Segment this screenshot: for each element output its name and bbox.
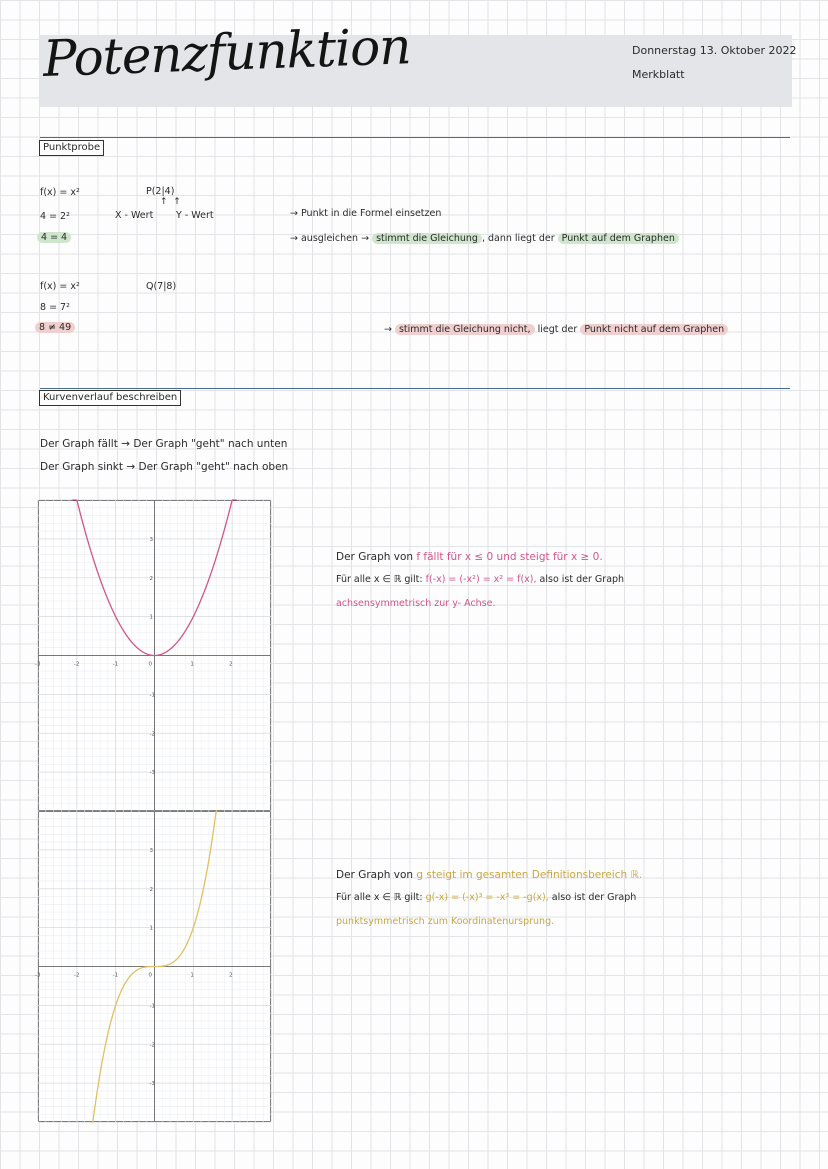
x-tick-label: 2	[229, 661, 233, 668]
y-tick-label: 3	[149, 847, 153, 854]
desc2-l2a: Für alle x ∈ ℝ gilt:	[336, 892, 423, 903]
section-label-punktprobe: Punktprobe	[39, 140, 104, 156]
desc2-l3: punktsymmetrisch zum Koordinatenursprung.	[336, 916, 555, 927]
desc1-l1a: Der Graph von	[336, 551, 414, 563]
divider	[40, 137, 790, 138]
page-title: Potenzfunktion	[41, 17, 412, 89]
arrow-right-icon: →	[121, 438, 134, 450]
y-tick-label: -2	[149, 731, 155, 738]
x-tick-label: 1	[190, 972, 194, 979]
ex2-mid: liegt der	[537, 324, 578, 335]
x-tick-label: 0	[148, 661, 152, 668]
date-text: Donnerstag 13. Oktober 2022	[632, 44, 797, 57]
arrow-right-icon: →	[384, 324, 395, 335]
section-label-kurvenverlauf: Kurvenverlauf beschreiben	[39, 390, 181, 406]
y-tick-label: -3	[149, 1081, 155, 1088]
ex2-result: 8 ≠ 49	[35, 322, 75, 333]
ex2-conclusion2: Punkt nicht auf dem Graphen	[580, 324, 728, 335]
ex1-conclusion: stimmt die Gleichung	[372, 233, 482, 244]
doc-type: Merkblatt	[632, 68, 685, 81]
chart-g-graph	[35, 811, 271, 1122]
desc1-l2c: also ist der Graph	[539, 574, 625, 585]
y-tick-label: 1	[149, 925, 153, 932]
y-tick-label: 3	[149, 536, 153, 543]
x-wert-label: X - Wert	[115, 210, 154, 221]
x-tick-label: -1	[112, 661, 119, 668]
chart-f-graph	[35, 500, 271, 811]
arrow-right-icon: →	[290, 233, 301, 244]
desc2-l1a: Der Graph von	[336, 869, 414, 881]
y-tick-label: -1	[149, 692, 155, 699]
ex1-mid: , dann liegt der	[481, 233, 555, 244]
y-wert-label: Y - Wert	[176, 210, 214, 221]
x-tick-label: -3	[35, 972, 41, 979]
line2b: Der Graph "geht" nach oben	[138, 461, 289, 473]
ex1-eq2: 4 = 2²	[40, 211, 70, 222]
y-tick-label: 2	[149, 575, 153, 582]
desc1-l3: achsensymmetrisch zur y- Achse.	[336, 598, 496, 609]
y-tick-label: 1	[149, 614, 153, 621]
arrow-up-icon: ↑ ↑	[160, 197, 181, 207]
desc1-l2b: f(-x) = (-x²) = x² = f(x),	[425, 574, 537, 585]
step2-text: ausgleichen	[300, 233, 359, 244]
y-tick-label: -1	[149, 1003, 155, 1010]
y-tick-label: -2	[149, 1042, 155, 1049]
x-tick-label: 0	[148, 972, 152, 979]
divider	[40, 388, 790, 389]
arrow-right-icon: →	[290, 208, 301, 219]
ex2-conclusion: stimmt die Gleichung nicht,	[395, 324, 535, 335]
line1a: Der Graph fällt	[40, 438, 118, 450]
line2a: Der Graph sinkt	[40, 461, 123, 473]
ex2-eq2: 8 = 7²	[40, 302, 70, 313]
x-tick-label: 1	[190, 661, 194, 668]
arrow-right-icon: →	[361, 233, 373, 244]
y-tick-label: -3	[149, 770, 155, 777]
point-q: Q(7|8)	[146, 281, 177, 292]
desc2-l2c: also ist der Graph	[551, 892, 637, 903]
desc2-l2b: g(-x) = (-x)³ = -x³ = -g(x),	[425, 892, 549, 903]
ex1-result: 4 = 4	[37, 232, 71, 243]
ex2-eq1: f(x) = x²	[40, 281, 80, 292]
desc2-l1b: g steigt im gesamten Definitionsbereich ℝ.	[416, 869, 643, 881]
desc1-l2a: Für alle x ∈ ℝ gilt:	[336, 574, 423, 585]
x-tick-label: -2	[73, 661, 80, 668]
point-p: P(2|4)	[146, 186, 175, 197]
ex1-eq1: f(x) = x²	[40, 187, 80, 198]
x-tick-label: 2	[229, 972, 233, 979]
line1b: Der Graph "geht" nach unten	[133, 438, 288, 450]
desc1-l1b: f fällt für x ≤ 0 und steigt für x ≥ 0.	[416, 551, 603, 563]
x-tick-label: -1	[112, 972, 119, 979]
ex1-conclusion2: Punkt auf dem Graphen	[558, 233, 679, 244]
arrow-right-icon: →	[126, 461, 139, 473]
y-tick-label: 2	[149, 886, 153, 893]
x-tick-label: -3	[35, 661, 41, 668]
x-tick-label: -2	[73, 972, 80, 979]
step1-text: Punkt in die Formel einsetzen	[300, 208, 442, 219]
